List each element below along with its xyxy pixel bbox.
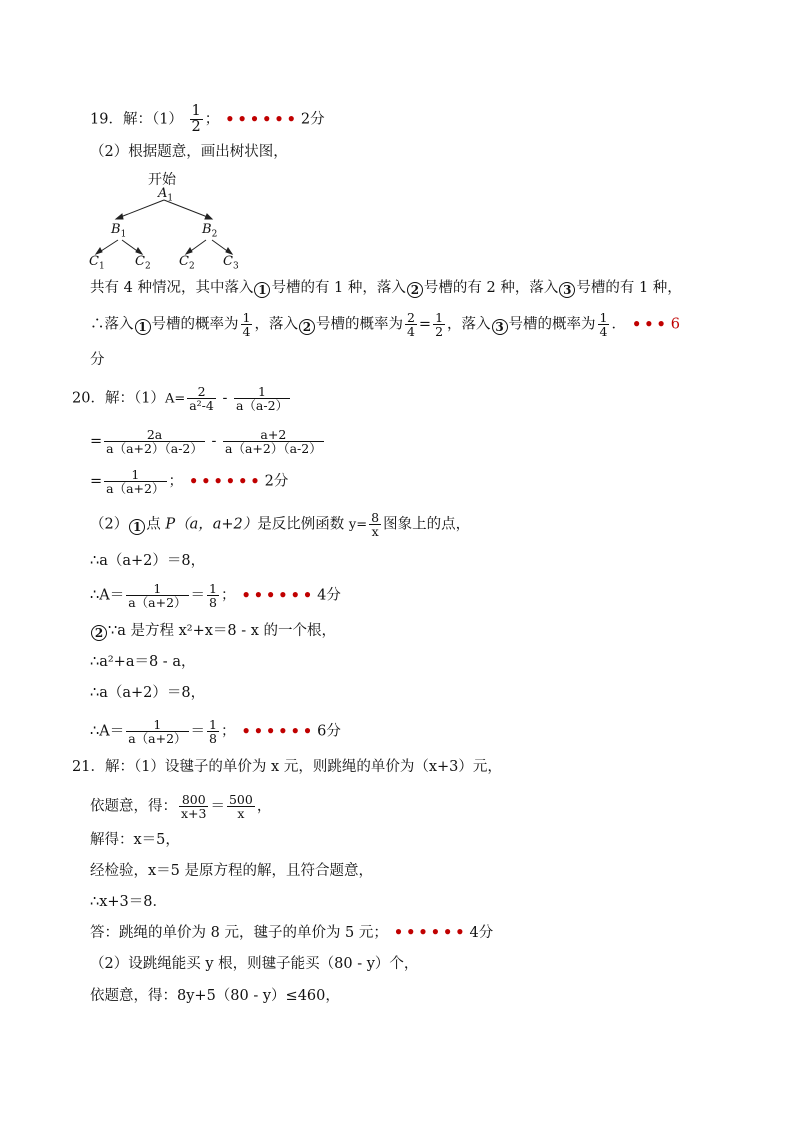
circled-number-3: 3 xyxy=(559,282,575,298)
circled-number-1: 1 xyxy=(254,282,270,298)
circled-number-2: 2 xyxy=(407,282,423,298)
score-dots: •••••• xyxy=(189,472,263,490)
fraction: $\frac{500}{x}$ xyxy=(228,792,253,821)
q20-line-3: = $\frac{1}{a(a+2)}$ ； •••••• 2分 xyxy=(90,467,289,496)
q19-answer-fraction: $\frac{1}{2}$ xyxy=(191,103,201,135)
fraction: $\frac{1}{4}$ xyxy=(242,310,251,339)
fraction: $\frac{1}{a(a+2)}$ xyxy=(106,467,165,496)
fraction: $\frac{1}{2}$ xyxy=(435,310,444,339)
q20-step-1: ∴a（a+2）＝8， xyxy=(90,553,206,569)
fraction: $\frac{1}{a(a-2)}$ xyxy=(235,384,289,413)
tree-lines xyxy=(0,0,794,300)
score-dots: •••••• xyxy=(241,586,316,604)
q21-step-3: 经检验，x＝5 是原方程的解，且符合题意， xyxy=(90,863,374,879)
tree-start-label: 开始 xyxy=(148,172,176,188)
q19-head: 19．解：（1） xyxy=(90,111,183,128)
q20-line-2: = $\frac{2a}{a(a+2)(a-2)}$ - $\frac{a+2}{a(a+2)(a-2)}$ xyxy=(90,427,322,456)
score-mark: 2分 xyxy=(300,111,325,128)
q21-step-4: ∴x+3＝8． xyxy=(90,894,168,910)
fraction: $\frac{1}{8}$ xyxy=(209,581,217,610)
fraction: $\frac{1}{8}$ xyxy=(209,717,217,746)
tree-node-b1: $B_1$ xyxy=(111,222,127,240)
score-mark: 6分 xyxy=(317,723,341,740)
tree-node-b2: $B_2$ xyxy=(202,222,218,240)
q20-step-2: ∴A＝ $\frac{1}{a(a+2)}$ ＝ $\frac{1}{8}$ ； •••••• 4分 xyxy=(90,581,341,610)
fraction: $\frac{800}{x+3}$ xyxy=(181,792,207,821)
score-dots: ••• xyxy=(631,315,669,333)
tree-node-c2-right: $C_2$ xyxy=(179,254,195,272)
score-mark: 4分 xyxy=(317,587,341,604)
tree-node-a1: $A_1$ xyxy=(158,186,174,204)
q20-head: 20．解：（1） xyxy=(72,390,165,407)
tree-diagram xyxy=(0,0,794,300)
fraction: $\frac{2}{4}$ xyxy=(406,310,415,339)
score-dots: •••••• xyxy=(225,110,299,128)
tree-node-c2-left: $C_2$ xyxy=(135,254,151,272)
score-mark: 6 xyxy=(670,316,681,333)
q21-head-line: 21．解：（1）设毽子的单价为 x 元，则跳绳的单价为（x+3）元， xyxy=(72,759,502,775)
q20-step-6: ∴A＝ $\frac{1}{a(a+2)}$ ＝ $\frac{1}{8}$ ； •••••• 6分 xyxy=(90,717,341,746)
tree-node-c1: $C_1$ xyxy=(89,254,105,272)
score-mark: 2分 xyxy=(264,473,289,490)
q21-answer-line: 答：跳绳的单价为 8 元，毽子的单价为 5 元； •••••• 4分 xyxy=(90,924,494,941)
q20-part2-line: （2） 1 点 P（a，a+2）是反比例函数 y= $\frac{8}{x}$ 图象上的点， xyxy=(90,510,471,539)
q19-line-part1: 19．解：（1） $\frac{1}{2}$ ； •••••• 2分 xyxy=(90,103,325,135)
circled-number-2: 2 xyxy=(299,319,315,335)
circled-number-1: 1 xyxy=(135,319,151,335)
circled-number-2: 2 xyxy=(91,625,107,641)
fraction: $\frac{2}{\text{a²-4}}$ xyxy=(189,384,214,413)
fraction: $\frac{a+2}{a(a+2)(a-2)}$ xyxy=(225,427,322,456)
fraction: $\frac{1}{4}$ xyxy=(599,310,608,339)
fraction: $\frac{1}{a(a+2)}$ xyxy=(128,581,187,610)
q21-equation-line: 依题意，得： $\frac{800}{x+3}$ ＝ $\frac{500}{x}$ ， xyxy=(90,792,272,821)
tree-node-c3: $C_3$ xyxy=(223,254,239,272)
score-mark: 4分 xyxy=(469,925,494,941)
q19-probability-line: ∴落入 1 号槽的概率为 $\frac{1}{4}$ ，落入 2 号槽的概率为 $\frac{2}{4}$ = $\frac{1}{2}$ ，落入 3 号槽的概率为 $\frac{1}{4}$ ． ••• 6 xyxy=(90,310,681,339)
q19-cases-line: 共有 4 种情况，其中落入 1 号槽的有 1 种，落入 2 号槽的有 2 种，落入 3 号槽的有 1 种， xyxy=(90,280,682,297)
fraction: $\frac{2a}{a(a+2)(a-2)}$ xyxy=(106,427,203,456)
circled-number-3: 3 xyxy=(492,319,508,335)
q20-step-5: ∴a（a+2）＝8， xyxy=(90,685,206,701)
fraction: $\frac{8}{x}$ xyxy=(371,510,380,539)
q19-score-unit: 分 xyxy=(90,352,105,368)
score-dots: •••••• xyxy=(241,722,316,740)
q21-step-2: 解得：x＝5， xyxy=(90,832,180,848)
q21-part2-inequality: 依题意，得：8y+5（80 - y）≤460， xyxy=(90,988,340,1004)
q19-part2-intro: （2）根据题意，画出树状图， xyxy=(90,144,288,160)
q20-line-1: 20．解：（1）A= $\frac{2}{\text{a²-4}}$ - $\frac{1}{a(a-2)}$ xyxy=(72,384,289,413)
q21-part2-intro: （2）设跳绳能买 y 根，则毽子能买（80 - y）个， xyxy=(90,956,419,972)
score-dots: •••••• xyxy=(393,924,468,941)
circled-number-1: 1 xyxy=(129,519,145,535)
q20-step-4: ∴a²+a＝8 - a， xyxy=(90,654,196,670)
q20-step-3: 2 ∵a 是方程 x²+x＝8 - x 的一个根， xyxy=(90,622,336,641)
fraction: $\frac{1}{a(a+2)}$ xyxy=(128,717,187,746)
